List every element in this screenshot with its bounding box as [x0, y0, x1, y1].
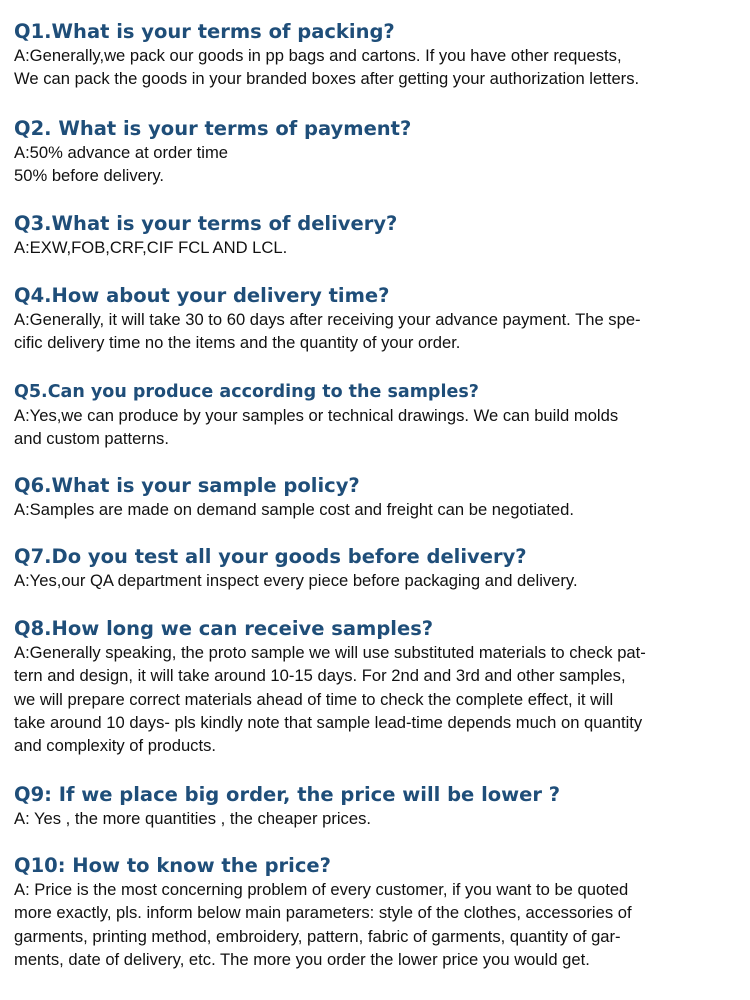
answer-line: A:Samples are made on demand sample cost and freight can be negotiated.: [14, 500, 574, 519]
faq-question-7: Q7.Do you test all your goods before delivery?: [14, 545, 527, 568]
faq-item-3: [14, 212, 742, 259]
answer-line: and custom patterns.: [14, 429, 169, 449]
answer-line: garments, printing method, embroidery, pattern, fabric of garments, quantity of gar-: [14, 926, 621, 946]
faq-item-1: [14, 20, 742, 91]
faq-item-8: [14, 617, 742, 757]
answer-line: A:Generally, it will take 30 to 60 days after receiving your advance payment. The spe-: [14, 310, 641, 329]
faq-question-2: Q2. What is your terms of payment?: [14, 117, 412, 140]
faq-question-9: Q9: If we place big order, the price will be lower ?: [14, 783, 561, 806]
answer-line: take around 10 days- pls kindly note that sample lead-time depends much on quantity: [14, 712, 643, 732]
answer-line: We can pack the goods in your branded boxes after getting your authorization letters.: [14, 69, 640, 89]
faq-question-4: Q4.How about your delivery time?: [14, 284, 390, 307]
faq-question-5: Q5.Can you produce according to the samples?: [14, 382, 479, 402]
faq-item-10: [14, 854, 742, 971]
faq-answer-6: [14, 498, 742, 521]
faq-answer-8: [14, 641, 742, 757]
faq-answer-2: [14, 141, 742, 188]
answer-line: cific delivery time no the items and the quantity of your order.: [14, 333, 461, 353]
answer-line: and complexity of products.: [14, 736, 216, 756]
answer-line: 50% before delivery.: [14, 166, 165, 186]
answer-line: A: Price is the most concerning problem of every customer, if you want to be quoted: [14, 880, 629, 899]
faq-answer-4: [14, 308, 742, 355]
answer-line: A:Generally,we pack our goods in pp bags and cartons. If you have other requests,: [14, 46, 622, 65]
faq-item-7: [14, 545, 742, 592]
answer-line: A:Generally speaking, the proto sample we will use substituted materials to check pat-: [14, 643, 646, 662]
answer-line: A: Yes , the more quantities , the cheaper prices.: [14, 809, 371, 828]
answer-line: ments, date of delivery, etc. The more you order the lower price you would get.: [14, 949, 590, 969]
faq-answer-7: [14, 569, 742, 592]
faq-answer-3: [14, 236, 742, 259]
faq-item-9: [14, 783, 742, 830]
faq-question-8: Q8.How long we can receive samples?: [14, 617, 434, 640]
answer-line: A:Yes,we can produce by your samples or technical drawings. We can build molds: [14, 406, 619, 425]
faq-answer-1: [14, 44, 742, 91]
faq-item-4: [14, 284, 742, 355]
answer-line: A:Yes,our QA department inspect every piece before packaging and delivery.: [14, 571, 578, 590]
faq-item-2: [14, 117, 742, 188]
faq-question-10: Q10: How to know the price?: [14, 854, 331, 877]
faq-item-5: [14, 380, 742, 451]
faq-question-6: Q6.What is your sample policy?: [14, 474, 360, 497]
answer-line: more exactly, pls. inform below main parameters: style of the clothes, accessories of: [14, 903, 632, 923]
faq-answer-5: [14, 404, 742, 451]
faq-answer-10: [14, 878, 742, 971]
faq-question-1: Q1.What is your terms of packing?: [14, 20, 395, 43]
answer-line: tern and design, it will take around 10-15 days. For 2nd and 3rd and other samples,: [14, 666, 626, 686]
faq-question-3: Q3.What is your terms of delivery?: [14, 212, 398, 235]
answer-line: A:50% advance at order time: [14, 143, 228, 162]
faq-answer-9: [14, 807, 742, 830]
answer-line: A:EXW,FOB,CRF,CIF FCL AND LCL.: [14, 238, 288, 257]
faq-item-6: [14, 474, 742, 521]
answer-line: we will prepare correct materials ahead of time to check the complete effect, it will: [14, 689, 614, 709]
